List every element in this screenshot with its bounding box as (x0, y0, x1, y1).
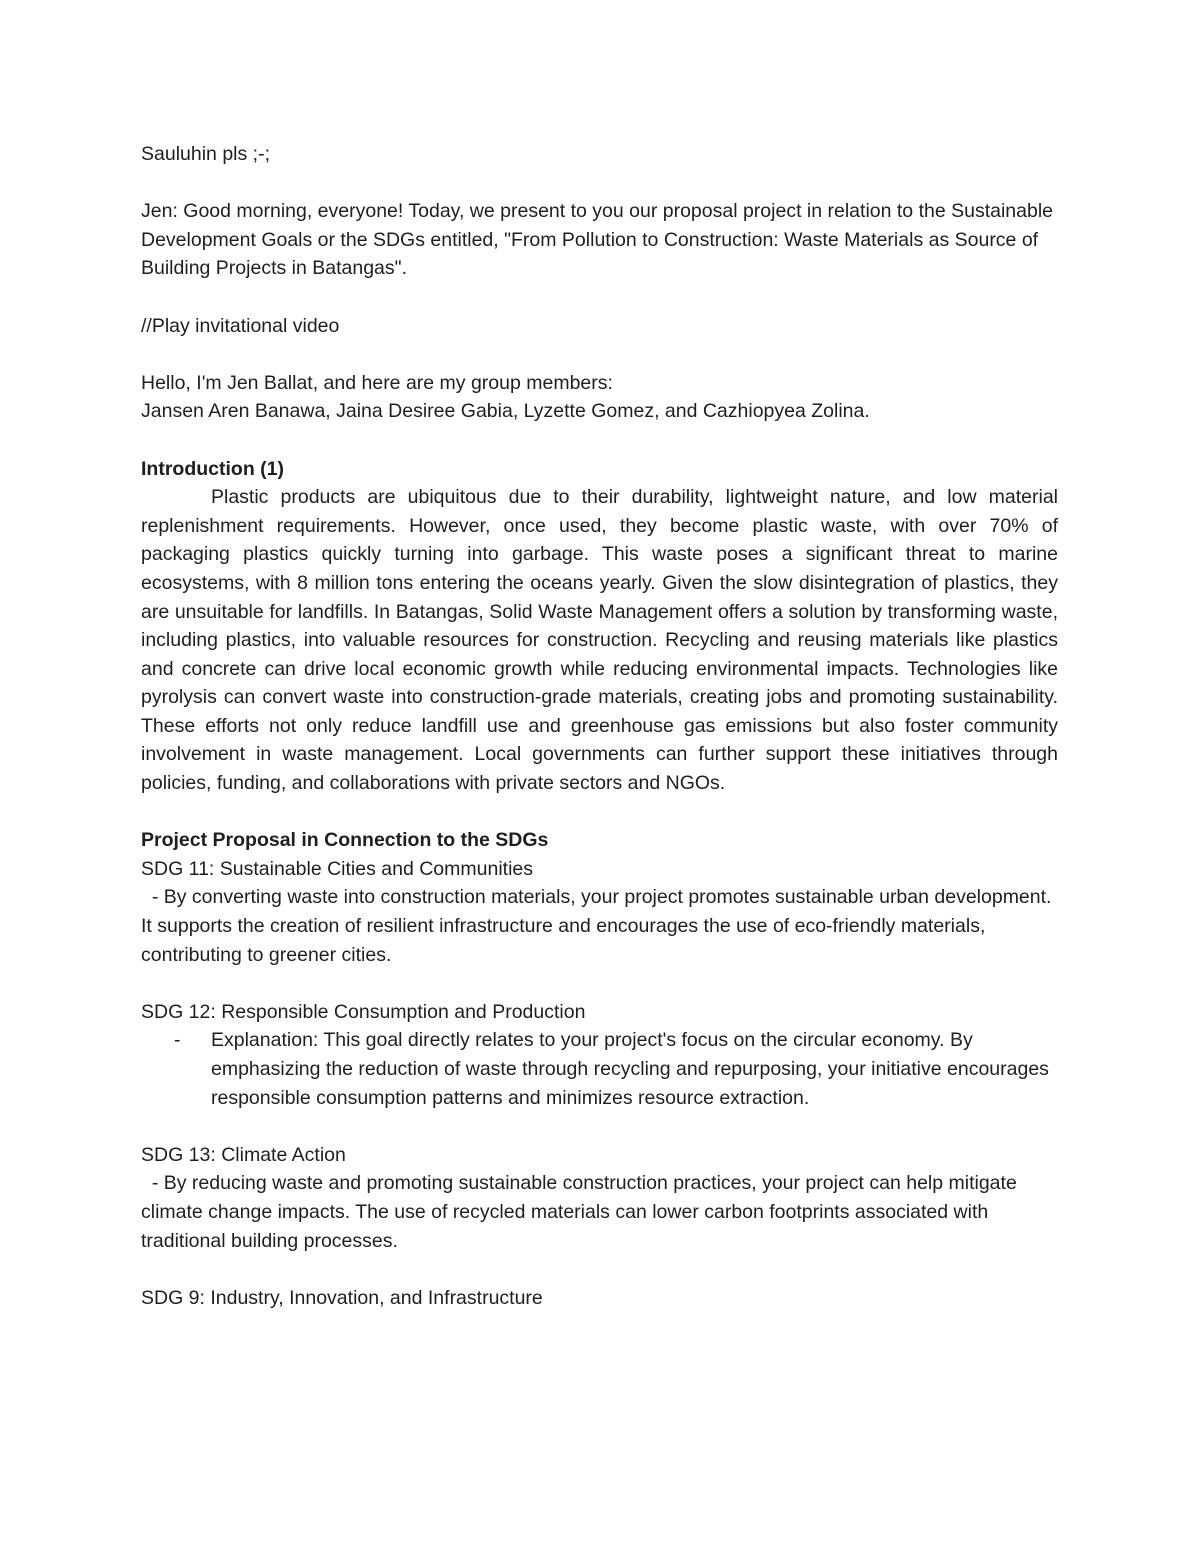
document-body (141, 140, 1058, 1312)
spacer (141, 1255, 1058, 1284)
proposal-heading: Project Proposal in Connection to the SDGs (141, 829, 549, 852)
introduction-body: Plastic products are ubiquitous due to their durability, lightweight nature, and low material replenishment requirements. However, once used, they become plastic waste, with over 70% of packaging plastics quickly turning into garbage. This waste poses a significant threat to marine ecosystems, with 8 million tons entering the oceans yearly. Given the slow disintegration of plastics, they are unsuitable for landfills. In Batangas, Solid Waste Management offers a solution by transforming waste, including plastics, into valuable resources for construction. Recycling and reusing materials like plastics and concrete can drive local economic growth while reducing environmental impacts. Technologies like pyrolysis can convert waste into construction-grade materials, creating jobs and promoting sustainability. These efforts not only reduce landfill use and greenhouse gas emissions but also foster community involvement in waste management. Local governments can further support these initiatives through policies, funding, and collaborations with private sectors and NGOs. (141, 486, 1058, 795)
sdg12-body: Explanation: This goal directly relates to your project's focus on the circular economy. By emphasizing the reduction of waste through recycling and repurposing, your initiative encourages responsible consumption patterns and minimizes resource extraction. (211, 1029, 1049, 1109)
list-item (141, 1026, 1058, 1112)
intro-speech: Jen: Good morning, everyone! Today, we present to you our proposal project in relation to the Sustainable Development Goals or the SDGs entitled, "From Pollution to Construction: Waste Materials as Source of Building Projects in Batangas". (141, 200, 1059, 280)
sdg13-body: - By reducing waste and promoting sustainable construction practices, your project can help mitigate climate change impacts. The use of recycled materials can lower carbon footprints associated with traditional building processes. (141, 1172, 1023, 1252)
spacer (141, 283, 1058, 312)
dash-bullet: - (174, 1029, 181, 1052)
greeting: Hello, I'm Jen Ballat, and here are my group members: (141, 371, 613, 394)
group-members: Jansen Aren Banawa, Jaina Desiree Gabia, Lyzette Gomez, and Cazhiopyea Zolina. (141, 400, 870, 423)
video-note: //Play invitational video (141, 314, 340, 337)
spacer (141, 169, 1058, 198)
spacer (141, 1112, 1058, 1141)
sdg13-title: SDG 13: Climate Action (141, 1143, 346, 1166)
sdg11-title: SDG 11: Sustainable Cities and Communities (141, 857, 533, 880)
spacer (141, 969, 1058, 998)
sdg9-title: SDG 9: Industry, Innovation, and Infrastructure (141, 1286, 543, 1309)
spacer (141, 798, 1058, 827)
spacer (141, 340, 1058, 369)
spacer (141, 426, 1058, 455)
sdg12-list (141, 1026, 1058, 1112)
opening-note: Sauluhin pls ;-; (141, 143, 270, 165)
sdg11-body: - By converting waste into construction materials, your project promotes sustainable urban development. It supports the creation of resilient infrastructure and encourages the use of eco-friendly materials, contributing to greener cities. (141, 886, 1057, 966)
sdg12-title: SDG 12: Responsible Consumption and Production (141, 1000, 586, 1023)
introduction-heading: Introduction (1) (141, 457, 284, 480)
